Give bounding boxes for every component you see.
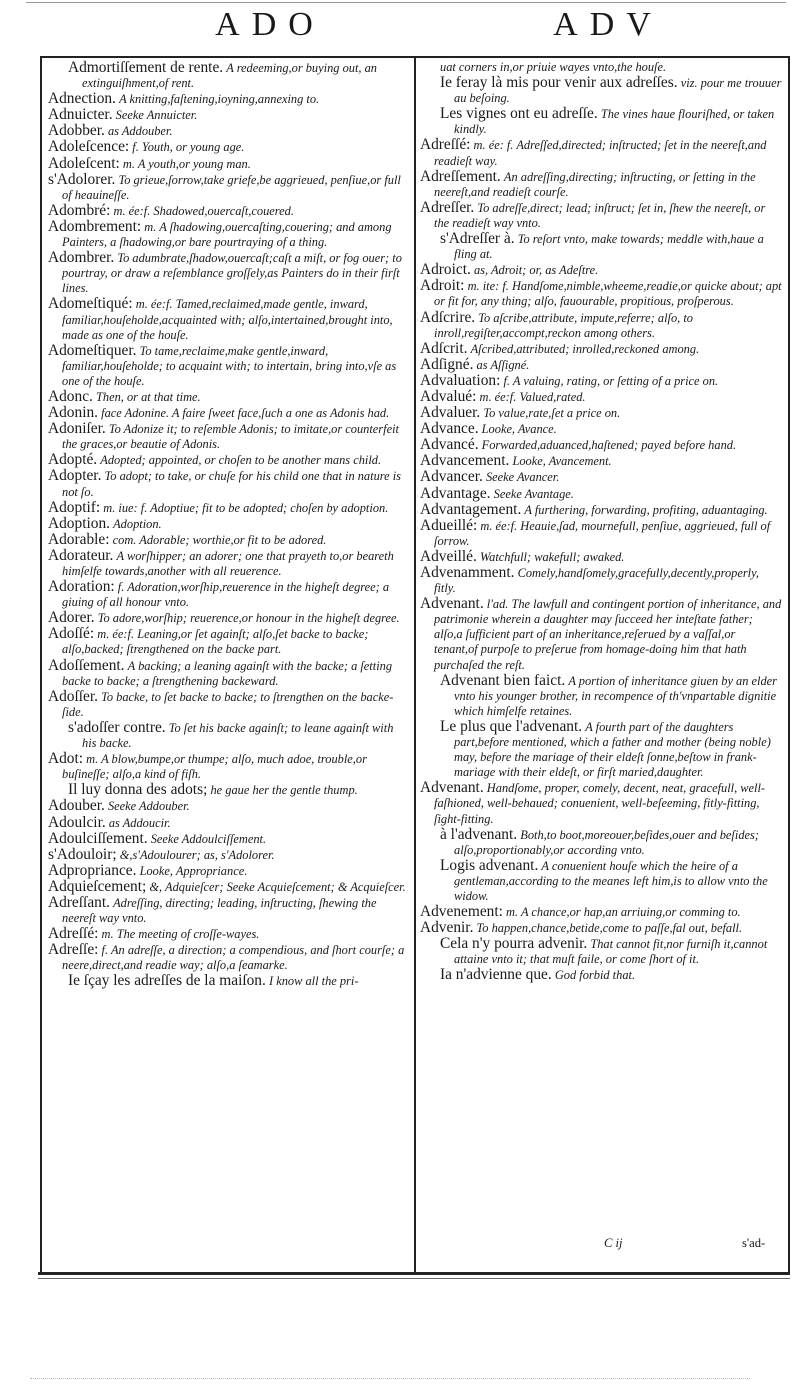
dictionary-entry [420, 231, 782, 262]
headword: Adoleſcence: [48, 138, 130, 156]
headword: Adorateur. [48, 546, 114, 564]
dictionary-entry [48, 123, 410, 139]
headword: Adonc. [48, 387, 93, 405]
headword: Adopté. [48, 451, 98, 469]
headword: Adomeſtiqué: [48, 295, 133, 313]
headword: Cela n'y pourra advenir. [440, 935, 588, 953]
dictionary-entry [48, 879, 410, 895]
gloss: Adoption. [113, 516, 162, 531]
gloss: m. A chance,or hap,an arriuing,or comming to. [506, 905, 741, 920]
headword: Le plus que l'advenant. [440, 717, 583, 735]
dictionary-entry [48, 658, 410, 689]
gloss: Looke, Avance. [481, 422, 557, 437]
dictionary-entry [48, 405, 410, 421]
right-column [420, 60, 782, 984]
headword: Adoulcir. [48, 813, 106, 831]
gloss: l'ad. The lawfull and contingent portion of inheritance, and patrimonie wherein a daughter may ſucceed her inteſtate father; alſo,a ſufficient part of an inheritance,reſerued by a vaſſal,or tenant,of purpoſe to preſerue from homage-doing him that hath purchaſed the reſt. [434, 597, 782, 672]
headword: Adſcrire. [420, 308, 476, 326]
scan-edge-mark [30, 1378, 750, 1379]
gloss: Aſcribed,attributed; inrolled,reckoned among. [470, 341, 700, 356]
dictionary-entry [420, 169, 782, 200]
gloss: &,s'Adoulourer; as, s'Adolorer. [119, 847, 275, 862]
dictionary-entry [420, 341, 782, 357]
headword: Advenant bien faict. [440, 671, 566, 689]
headword: Adquieſcement; [48, 877, 147, 895]
headword: Adreſſe: [48, 941, 99, 959]
gloss: m. A ſhadowing,ouercaſting,couering; and among Painters, a ſhadowing,or bare pourtraying of a thing. [62, 219, 392, 250]
gloss: A conuenient houſe which the heire of a gentleman,according to the meanes left him,is to allow vnto the widow. [454, 858, 768, 903]
gloss: m. ée:f. Shadowed,ouercaſt,couered. [113, 203, 294, 218]
gloss: To happen,chance,betide,come to paſſe,fal out, befall. [476, 921, 743, 936]
headword: Adſcrit. [420, 339, 468, 357]
headword: s'adoſſer contre. [68, 718, 166, 736]
gloss: m. A youth,or young man. [122, 156, 251, 171]
headword: Ia n'advienne que. [440, 966, 552, 984]
headword: Adonin. [48, 404, 99, 422]
gloss: A redeeming,or buying out, an extinguiſhment,of rent. [82, 61, 377, 91]
dictionary-entry [48, 500, 410, 516]
dictionary-entry [48, 91, 410, 107]
headword: Adorer. [48, 609, 95, 627]
headword: Adueillé: [420, 516, 478, 534]
gloss: A worſhipper; an adorer; one that prayeth to,or beareth himſelfe towards,another with all reuerence. [62, 548, 394, 578]
gloss: f. Adoration,worſhip,reuerence in the higheſt degree; a giuing of all honour vnto. [62, 580, 390, 610]
signature-mark: C ij [604, 1236, 623, 1250]
dictionary-entry [48, 751, 410, 782]
dictionary-entry [48, 720, 410, 751]
gloss: Seeke Addouber. [107, 799, 190, 814]
dictionary-entry [420, 310, 782, 341]
headword: Advantage. [420, 484, 491, 502]
headword: Adomeſtiquer. [48, 341, 137, 359]
gloss: To adumbrate,ſhadow,ouercaſt;caſt a miſt, or fog ouer; to pourtray, or draw a reſemblance groſſely,as Painters do in their firſt lines. [62, 251, 402, 296]
dictionary-entry [48, 926, 410, 942]
headword: Adobber. [48, 122, 105, 140]
headword: Adombrement: [48, 217, 142, 235]
gloss: To adore,worſhip; reuerence,or honour in the higheſt degree. [97, 611, 400, 626]
headword: Adſigné. [420, 355, 474, 373]
headword: s'Adolorer. [48, 170, 116, 188]
gloss: m. ée:f. Leaning,or ſet againſt; alſo,ſet backe to backe; alſo,backed; ſtrengthened on the backe part. [62, 627, 369, 657]
headword: Adoleſcent: [48, 154, 120, 172]
headword: Advancer. [420, 468, 483, 486]
dictionary-entry [48, 548, 410, 579]
headword: Adoptif: [48, 498, 101, 516]
gloss: To ſet his backe againſt; to leane againſt with his backe. [82, 720, 394, 751]
dictionary-entry [420, 200, 782, 231]
gloss: A fourth part of the daughters part,before mentioned, which a father and mother (being noble) may, before the mariage of their eldeſt ſonne,beſtow in frank-mariage with their eldeſt, or firſt maried,daughter. [454, 719, 771, 780]
headword: Adnection. [48, 90, 116, 108]
headword: Adoſſer. [48, 687, 99, 705]
dictionary-entry [48, 452, 410, 468]
headword: Advenement: [420, 903, 503, 921]
gloss: viz. pour me trouuer au beſoing. [454, 76, 782, 106]
gloss: m. ée:f. Heauie,ſad, mournefull, penſiue, aggrieued, full of ſorrow. [434, 518, 771, 548]
headword: Adot: [48, 750, 84, 768]
dictionary-entry [420, 453, 782, 469]
dictionary-entry [420, 437, 782, 453]
dictionary-entry [420, 780, 782, 826]
gloss: To adopt; to take, or chuſe for his child one that in nature is not ſo. [62, 469, 401, 499]
gloss: Seeke Addoulciſſement. [150, 831, 267, 846]
headword: Advancement. [420, 452, 510, 470]
headword: Advantagement. [420, 500, 522, 518]
gloss: That cannot fit,nor furniſh it,cannot attaine vnto it; that muſt faile, or come ſhort of it. [454, 937, 768, 967]
headword: Adoſſé: [48, 625, 95, 643]
gloss: A portion of inheritance giuen by an elder vnto his younger brother, in recompence of th'vnpartable dignitie which himſelfe retaines. [454, 673, 777, 718]
dictionary-entry [420, 967, 782, 983]
headword: Adoniſer. [48, 420, 106, 438]
dictionary-entry [420, 469, 782, 485]
bottom-rule-thin [38, 1278, 790, 1279]
headword: Adouber. [48, 797, 105, 815]
headword: Adreſſement. [420, 167, 501, 185]
gloss: m. ée: f. Adreſſed,directed; inſtructed; ſet in the neereſt,and readieſt way. [434, 138, 767, 168]
dictionary-entry [420, 405, 782, 421]
gloss: Handſome, proper, comely, decent, neat, gracefull, well-faſhioned, well-behaued; conuenient, well-beſeeming, fitly-fitting, ſight-fitting. [434, 781, 766, 826]
dictionary-entry [48, 579, 410, 610]
headword: Advaluer. [420, 404, 481, 422]
gloss: as Addoucir. [108, 815, 171, 830]
headword: Advalué: [420, 387, 477, 405]
gloss: m. ée:f. Valued,rated. [479, 389, 586, 404]
gloss: Both,to boot,moreouer,beſides,ouer and beſides; alſo,proportionably,or according vnto. [454, 827, 759, 857]
gloss: he gaue her the gentle thump. [210, 783, 358, 798]
gloss: Seeke Avancer. [485, 470, 560, 485]
gloss: To adreſſe,direct; lead; inſtruct; ſet in, ſhew the neereſt, or the readieſt way vnto. [434, 200, 766, 230]
headword: Adombrer. [48, 249, 115, 267]
gloss: A knitting,faſtening,ioyning,annexing to. [119, 92, 320, 107]
dictionary-entry [420, 920, 782, 936]
gloss: m. The meeting of croſſe-wayes. [101, 927, 260, 942]
dictionary-entry [420, 60, 782, 75]
dictionary-entry [48, 389, 410, 405]
headword: Adveillé. [420, 547, 477, 565]
headword: Advenant. [420, 779, 484, 797]
dictionary-entry [48, 172, 410, 203]
headword: Adroit: [420, 277, 465, 295]
headword: Advenamment. [420, 564, 515, 581]
gloss: as Addouber. [107, 124, 173, 139]
dictionary-entry [48, 421, 410, 452]
headword: Adreſſant. [48, 893, 110, 911]
gloss: com. Adorable; worthie,or fit to be adored. [112, 532, 327, 547]
gloss: f. Youth, or young age. [132, 140, 245, 155]
dictionary-entry [48, 468, 410, 499]
gloss: I know all the pri- [268, 974, 359, 989]
gloss: Then, or at that time. [96, 389, 201, 404]
dictionary-entry [48, 973, 410, 989]
gloss: m. iue: f. Adoptiue; fit to be adopted; choſen by adoption. [103, 500, 389, 515]
gloss: To backe, to ſet backe to backe; to ſtrengthen on the backe-ſide. [62, 689, 394, 719]
dictionary-entry [420, 373, 782, 389]
gloss: To value,rate,ſet a price on. [483, 406, 621, 421]
gloss: Comely,handſomely,gracefully,decently,properly, fitly. [434, 566, 760, 596]
dictionary-entry [420, 389, 782, 405]
headword: Adreſſer. [420, 198, 475, 216]
dictionary-entry [48, 343, 410, 389]
left-column [48, 60, 410, 990]
dictionary-entry [420, 565, 782, 596]
gloss: f. An adreſſe, a direction; a compendious, and ſhort courſe; a neere,direct,and readie way; alſo,a ſeamarke. [62, 943, 405, 973]
dictionary-entry [420, 486, 782, 502]
dictionary-entry [420, 262, 782, 278]
dictionary-entry [48, 863, 410, 879]
headword: Adorable: [48, 530, 110, 548]
dictionary-entry [420, 518, 782, 549]
gloss: uat corners in,or priuie wayes vnto,the houſe. [440, 60, 667, 74]
dictionary-entry [420, 827, 782, 858]
dictionary-entry [48, 942, 410, 973]
dictionary-entry [420, 858, 782, 904]
dictionary-entry [420, 673, 782, 719]
dictionary-entry [48, 532, 410, 548]
gloss: The vines haue flouriſhed, or taken kindly. [454, 107, 775, 137]
dictionary-entry [48, 156, 410, 172]
gloss: To Adonize it; to reſemble Adonis; to imitate,or counterfeit the graces,or beautie of Adonis. [62, 422, 399, 452]
catchword: s'ad- [742, 1236, 766, 1250]
headword: s'Adouloir; [48, 845, 117, 863]
dictionary-entry [48, 610, 410, 626]
frame-right-rule [788, 56, 790, 1274]
gloss: as Aſſigné. [476, 357, 530, 372]
dictionary-entry [420, 719, 782, 780]
gloss: m. ée:f. Tamed,reclaimed,made gentle, inward, familiar,houſeholde,acquainted with; alſo,intertained,brought into, made as one of the houſe. [62, 297, 393, 342]
dictionary-entry [48, 296, 410, 342]
dictionary-entry [48, 782, 410, 798]
headword: Advaluation: [420, 371, 501, 389]
running-head-right: ADV [553, 6, 663, 43]
headword: Adnuicter. [48, 106, 113, 124]
headword: Adoſſement. [48, 656, 125, 674]
headword: à l'advenant. [440, 825, 518, 843]
gloss: To reſort vnto, make towards; meddle with,haue a fling at. [454, 232, 764, 262]
gloss: Looke, Avancement. [512, 454, 612, 469]
gloss: Watchfull; wakefull; awaked. [479, 549, 625, 564]
headword: Advance. [420, 420, 479, 438]
headword: Les vignes ont eu adreſſe. [440, 105, 598, 123]
headword: Adoulciſſement. [48, 829, 148, 847]
dictionary-entry [420, 502, 782, 518]
dictionary-entry [420, 106, 782, 137]
dictionary-entry [48, 815, 410, 831]
gloss: A furthering, forwarding, profiting, aduantaging. [524, 502, 768, 517]
headword: Adpropriance. [48, 861, 137, 879]
gloss: Looke, Appropriance. [139, 863, 248, 878]
bottom-rule [38, 1272, 790, 1275]
gloss: Adreſſing, directing; leading, inſtructing, ſhewing the neereſt way vnto. [62, 895, 377, 926]
gloss: To grieue,ſorrow,take griefe,be aggrieued, penſiue,or full of heauineſſe. [62, 172, 401, 202]
headword: Adoption. [48, 514, 110, 532]
headword: Adreſſé: [420, 136, 471, 154]
headword: Adroict. [420, 261, 471, 279]
gloss: Forwarded,aduanced,haſtened; payed before hand. [481, 438, 737, 453]
dictionary-entry [48, 250, 410, 296]
gloss: as, Adroit; or, as Adeſtre. [473, 263, 599, 278]
dictionary-entry [48, 107, 410, 123]
gloss: Seeke Annuicter. [115, 108, 198, 123]
headword: Il luy donna des adots; [68, 781, 208, 799]
headword: Ie ſçay les adreſſes de la maiſon. [68, 972, 266, 990]
dictionary-entry [420, 137, 782, 168]
scan-top-rule [26, 2, 786, 3]
dictionary-entry [420, 904, 782, 920]
dictionary-entry [420, 936, 782, 967]
dictionary-entry [48, 60, 410, 91]
dictionary-entry [48, 219, 410, 250]
running-head-left: ADO [215, 6, 325, 43]
gloss: A backing; a leaning againſt with the backe; a ſetting backe to backe; a ſtrengthening backeward. [62, 658, 393, 688]
gloss: To aſcribe,attribute, impute,referre; alſo, to inroll,regiſter,accompt,reckon among others. [434, 310, 693, 340]
gloss: Seeke Avantage. [493, 486, 574, 501]
headword: Logis advenant. [440, 856, 539, 874]
headword: s'Adreſſer à. [440, 230, 515, 248]
gloss: m. ite: f. Handſome,nimble,wheeme,readie,or quicke about; apt or fit for, any thing; alſo, fauourable, propitious, proſperous. [434, 279, 782, 309]
headword: Adombré: [48, 201, 111, 219]
dictionary-entry [48, 139, 410, 155]
dictionary-entry [48, 895, 410, 926]
headword: Admortiſſement de rente. [68, 59, 224, 76]
dictionary-entry [48, 798, 410, 814]
gloss: To tame,reclaime,make gentle,inward, familiar,houſeholde; to acquaint with; to intertain, bring into,vſe as one of the houſe. [62, 343, 397, 388]
gloss: &, Adquieſcer; Seeke Acquieſcement; & Acquieſcer. [149, 879, 406, 894]
gloss: face Adonine. A faire ſweet face,ſuch a one as Adonis had. [101, 406, 390, 421]
gloss: f. A valuing, rating, or ſetting of a price on. [503, 373, 719, 388]
headword: Adreſſé: [48, 925, 99, 943]
gloss: An adreſſing,directing; inſtructing, or ſetting in the neereſt,and readieſt courſe. [434, 169, 756, 199]
headword: Adoration: [48, 578, 115, 596]
dictionary-entry [420, 421, 782, 437]
dictionary-entry [48, 847, 410, 863]
dictionary-entry [420, 596, 782, 672]
gloss: Adopted; appointed, or choſen to be another mans child. [100, 453, 382, 468]
dictionary-entry [48, 516, 410, 532]
gloss: m. A blow,bumpe,or thumpe; alſo, much adoe, trouble,or buſineſſe; alſo,a kind of fiſh. [62, 752, 367, 782]
headword: Advancé. [420, 436, 479, 454]
headword: Adopter. [48, 467, 102, 485]
dictionary-entry [420, 75, 782, 106]
dictionary-entry [48, 831, 410, 847]
dictionary-entry [420, 549, 782, 565]
dictionary-entry [420, 357, 782, 373]
headword: Ie feray là mis pour venir aux adreſſes. [440, 74, 678, 92]
headword: Advenant. [420, 595, 484, 613]
dictionary-entry [48, 689, 410, 720]
dictionary-entry [48, 626, 410, 657]
dictionary-entry [420, 278, 782, 309]
column-divider [414, 56, 416, 1274]
headword: Advenir. [420, 919, 474, 937]
dictionary-entry [48, 203, 410, 219]
gloss: God forbid that. [554, 968, 636, 983]
frame-left-rule [40, 56, 42, 1274]
